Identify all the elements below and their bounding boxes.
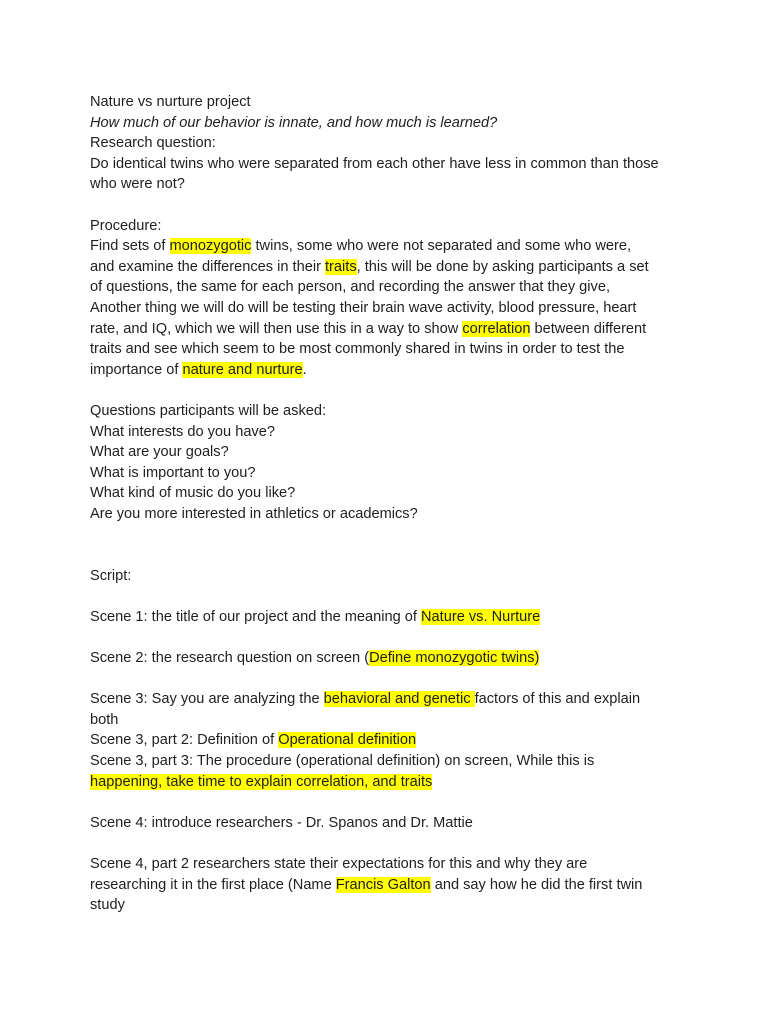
scene-line: researching it in the first place (Name Francis Galton and say how he did the first twin <box>90 876 643 893</box>
procedure-line: and examine the differences in their traits, this will be done by asking participants a set <box>90 258 649 275</box>
highlight: Nature vs. Nurture <box>421 608 541 625</box>
procedure-line: traits and see which seem to be most commonly shared in twins in order to test the <box>90 341 625 358</box>
procedure-label: Procedure: <box>90 217 162 234</box>
scene-line <box>90 772 690 793</box>
procedure-line: Another thing we will do will be testing their brain wave activity, blood pressure, heart <box>90 299 637 316</box>
procedure-line: importance of nature and nurture. <box>90 361 307 378</box>
procedure-line: Find sets of monozygotic twins, some who were not separated and some who were, <box>90 238 632 255</box>
highlight: traits <box>325 258 357 275</box>
highlight: Define monozygotic twins) <box>369 650 540 667</box>
highlight: Operational definition <box>278 732 417 749</box>
scene-line: Scene 2: the research question on screen (Define monozygotic twins) <box>90 650 540 667</box>
scene-line: study <box>90 897 125 914</box>
scene-line: Scene 1: the title of our project and the meaning of Nature vs. Nurture <box>90 608 541 625</box>
question-item: What kind of music do you like? <box>90 485 296 502</box>
highlight: behavioral and genetic <box>323 691 475 708</box>
scene-line: both <box>90 711 119 728</box>
research-question-line: who were not? <box>90 176 185 193</box>
procedure-line: rate, and IQ, which we will then use this in a way to show correlation between different <box>90 320 647 337</box>
highlight: correlation <box>462 320 531 337</box>
research-label: Research question: <box>90 135 216 152</box>
highlight: monozygotic <box>169 238 252 255</box>
question-item: What interests do you have? <box>90 423 275 440</box>
scene-line: Scene 3: Say you are analyzing the behavioral and genetic factors of this and explain <box>90 691 641 708</box>
highlight: happening, take time to explain correlation, and traits <box>90 773 433 790</box>
scene-line: Scene 3, part 3: The procedure (operational definition) on screen, While this is <box>90 753 595 769</box>
highlight: Francis Galton <box>335 876 431 893</box>
document-body <box>90 92 690 916</box>
questions-label: Questions participants will be asked: <box>90 402 327 419</box>
scene-line: Scene 4: introduce researchers - Dr. Spanos and Dr. Mattie <box>90 814 473 831</box>
highlight: nature and nurture <box>182 361 303 378</box>
question-item: What is important to you? <box>90 464 256 481</box>
doc-subtitle: How much of our behavior is innate, and how much is learned? <box>90 114 498 131</box>
doc-title: Nature vs nurture project <box>90 94 251 110</box>
question-item: Are you more interested in athletics or academics? <box>90 505 418 522</box>
scene-line: Scene 3, part 2: Definition of Operational definition <box>90 732 417 749</box>
scene-line: Scene 4, part 2 researchers state their expectations for this and why they are <box>90 855 588 872</box>
script-label: Script: <box>90 567 132 584</box>
research-question-line: Do identical twins who were separated from each other have less in common than those <box>90 155 659 172</box>
procedure-line: of questions, the same for each person, and recording the answer that they give, <box>90 279 611 296</box>
question-item: What are your goals? <box>90 444 229 461</box>
